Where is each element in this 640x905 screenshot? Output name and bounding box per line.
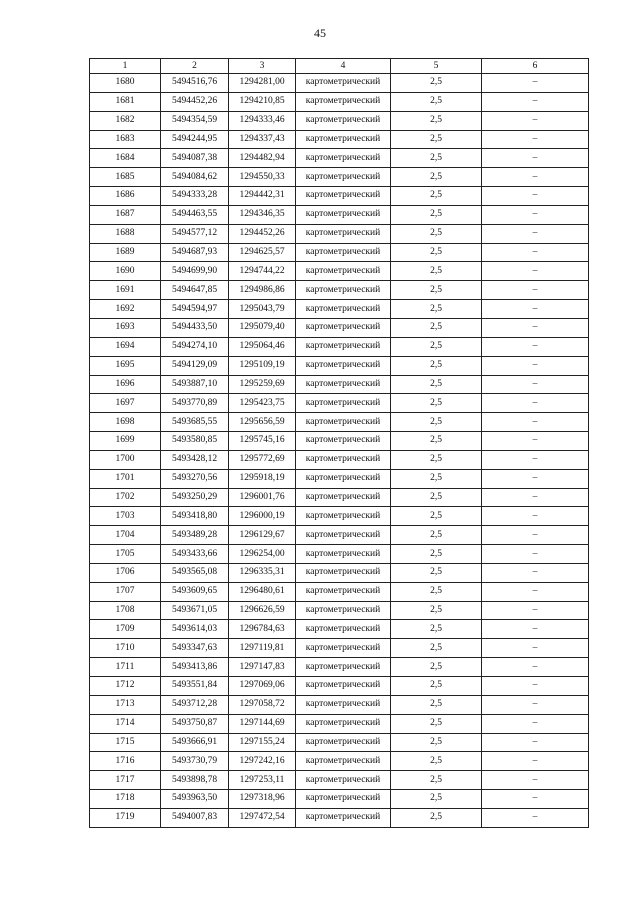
note-cell: – xyxy=(482,74,589,93)
accuracy-cell: 2,5 xyxy=(391,92,482,111)
accuracy-cell: 2,5 xyxy=(391,790,482,809)
x-coordinate-cell: 5494687,93 xyxy=(161,243,229,262)
point-number-cell: 1713 xyxy=(90,695,161,714)
method-cell: картометрический xyxy=(296,413,391,432)
accuracy-cell: 2,5 xyxy=(391,375,482,394)
y-coordinate-cell: 1294452,26 xyxy=(229,224,296,243)
column-header: 5 xyxy=(391,59,482,74)
table-row xyxy=(90,168,589,187)
note-cell: – xyxy=(482,790,589,809)
note-cell: – xyxy=(482,356,589,375)
x-coordinate-cell: 5493887,10 xyxy=(161,375,229,394)
x-coordinate-cell: 5493609,65 xyxy=(161,582,229,601)
y-coordinate-cell: 1295423,75 xyxy=(229,394,296,413)
point-number-cell: 1717 xyxy=(90,771,161,790)
y-coordinate-cell: 1294482,94 xyxy=(229,149,296,168)
point-number-cell: 1715 xyxy=(90,733,161,752)
accuracy-cell: 2,5 xyxy=(391,620,482,639)
point-number-cell: 1714 xyxy=(90,714,161,733)
note-cell: – xyxy=(482,111,589,130)
table-row xyxy=(90,92,589,111)
note-cell: – xyxy=(482,375,589,394)
accuracy-cell: 2,5 xyxy=(391,74,482,93)
table-row xyxy=(90,771,589,790)
x-coordinate-cell: 5493413,86 xyxy=(161,658,229,677)
method-cell: картометрический xyxy=(296,469,391,488)
table-row xyxy=(90,620,589,639)
y-coordinate-cell: 1295079,40 xyxy=(229,318,296,337)
y-coordinate-cell: 1295043,79 xyxy=(229,300,296,319)
method-cell: картометрический xyxy=(296,601,391,620)
accuracy-cell: 2,5 xyxy=(391,601,482,620)
accuracy-cell: 2,5 xyxy=(391,563,482,582)
accuracy-cell: 2,5 xyxy=(391,224,482,243)
table-row xyxy=(90,337,589,356)
accuracy-cell: 2,5 xyxy=(391,526,482,545)
note-cell: – xyxy=(482,771,589,790)
x-coordinate-cell: 5493489,28 xyxy=(161,526,229,545)
y-coordinate-cell: 1296784,63 xyxy=(229,620,296,639)
point-number-cell: 1708 xyxy=(90,601,161,620)
y-coordinate-cell: 1297147,83 xyxy=(229,658,296,677)
method-cell: картометрический xyxy=(296,563,391,582)
table-row xyxy=(90,74,589,93)
y-coordinate-cell: 1296254,00 xyxy=(229,545,296,564)
y-coordinate-cell: 1297472,54 xyxy=(229,808,296,827)
point-number-cell: 1680 xyxy=(90,74,161,93)
point-number-cell: 1692 xyxy=(90,300,161,319)
note-cell: – xyxy=(482,677,589,696)
y-coordinate-cell: 1294281,00 xyxy=(229,74,296,93)
point-number-cell: 1705 xyxy=(90,545,161,564)
accuracy-cell: 2,5 xyxy=(391,243,482,262)
x-coordinate-cell: 5493666,91 xyxy=(161,733,229,752)
x-coordinate-cell: 5493963,50 xyxy=(161,790,229,809)
x-coordinate-cell: 5494087,38 xyxy=(161,149,229,168)
method-cell: картометрический xyxy=(296,677,391,696)
method-cell: картометрический xyxy=(296,130,391,149)
y-coordinate-cell: 1294744,22 xyxy=(229,262,296,281)
column-header: 2 xyxy=(161,59,229,74)
point-number-cell: 1696 xyxy=(90,375,161,394)
x-coordinate-cell: 5493347,63 xyxy=(161,639,229,658)
y-coordinate-cell: 1296129,67 xyxy=(229,526,296,545)
table-row xyxy=(90,545,589,564)
accuracy-cell: 2,5 xyxy=(391,300,482,319)
y-coordinate-cell: 1295064,46 xyxy=(229,337,296,356)
accuracy-cell: 2,5 xyxy=(391,262,482,281)
x-coordinate-cell: 5494647,85 xyxy=(161,281,229,300)
accuracy-cell: 2,5 xyxy=(391,318,482,337)
table-row xyxy=(90,281,589,300)
point-number-cell: 1693 xyxy=(90,318,161,337)
y-coordinate-cell: 1296001,76 xyxy=(229,488,296,507)
table-row xyxy=(90,526,589,545)
note-cell: – xyxy=(482,394,589,413)
table-row xyxy=(90,149,589,168)
note-cell: – xyxy=(482,545,589,564)
x-coordinate-cell: 5493580,85 xyxy=(161,432,229,451)
note-cell: – xyxy=(482,300,589,319)
column-header: 3 xyxy=(229,59,296,74)
y-coordinate-cell: 1297155,24 xyxy=(229,733,296,752)
method-cell: картометрический xyxy=(296,714,391,733)
method-cell: картометрический xyxy=(296,394,391,413)
x-coordinate-cell: 5494084,62 xyxy=(161,168,229,187)
note-cell: – xyxy=(482,507,589,526)
table-header-row xyxy=(90,59,589,74)
method-cell: картометрический xyxy=(296,375,391,394)
table-row xyxy=(90,714,589,733)
method-cell: картометрический xyxy=(296,582,391,601)
y-coordinate-cell: 1297253,11 xyxy=(229,771,296,790)
note-cell: – xyxy=(482,639,589,658)
table-row xyxy=(90,318,589,337)
x-coordinate-cell: 5494699,90 xyxy=(161,262,229,281)
x-coordinate-cell: 5494244,95 xyxy=(161,130,229,149)
y-coordinate-cell: 1297144,69 xyxy=(229,714,296,733)
point-number-cell: 1700 xyxy=(90,450,161,469)
table-row xyxy=(90,187,589,206)
x-coordinate-cell: 5493898,78 xyxy=(161,771,229,790)
x-coordinate-cell: 5494354,59 xyxy=(161,111,229,130)
coordinates-table xyxy=(89,58,589,828)
point-number-cell: 1709 xyxy=(90,620,161,639)
note-cell: – xyxy=(482,714,589,733)
method-cell: картометрический xyxy=(296,752,391,771)
y-coordinate-cell: 1294333,46 xyxy=(229,111,296,130)
note-cell: – xyxy=(482,243,589,262)
page-number: 45 xyxy=(314,26,326,40)
y-coordinate-cell: 1296335,31 xyxy=(229,563,296,582)
x-coordinate-cell: 5494333,28 xyxy=(161,187,229,206)
point-number-cell: 1688 xyxy=(90,224,161,243)
x-coordinate-cell: 5493614,03 xyxy=(161,620,229,639)
note-cell: – xyxy=(482,318,589,337)
table-row xyxy=(90,582,589,601)
accuracy-cell: 2,5 xyxy=(391,733,482,752)
note-cell: – xyxy=(482,808,589,827)
note-cell: – xyxy=(482,92,589,111)
point-number-cell: 1683 xyxy=(90,130,161,149)
method-cell: картометрический xyxy=(296,224,391,243)
note-cell: – xyxy=(482,450,589,469)
point-number-cell: 1712 xyxy=(90,677,161,696)
point-number-cell: 1684 xyxy=(90,149,161,168)
note-cell: – xyxy=(482,733,589,752)
note-cell: – xyxy=(482,281,589,300)
point-number-cell: 1681 xyxy=(90,92,161,111)
note-cell: – xyxy=(482,205,589,224)
accuracy-cell: 2,5 xyxy=(391,432,482,451)
method-cell: картометрический xyxy=(296,356,391,375)
note-cell: – xyxy=(482,413,589,432)
method-cell: картометрический xyxy=(296,318,391,337)
table-row xyxy=(90,601,589,620)
accuracy-cell: 2,5 xyxy=(391,394,482,413)
y-coordinate-cell: 1295656,59 xyxy=(229,413,296,432)
point-number-cell: 1691 xyxy=(90,281,161,300)
point-number-cell: 1697 xyxy=(90,394,161,413)
table-row xyxy=(90,111,589,130)
y-coordinate-cell: 1294337,43 xyxy=(229,130,296,149)
note-cell: – xyxy=(482,601,589,620)
accuracy-cell: 2,5 xyxy=(391,281,482,300)
note-cell: – xyxy=(482,262,589,281)
method-cell: картометрический xyxy=(296,337,391,356)
table-row xyxy=(90,432,589,451)
note-cell: – xyxy=(482,563,589,582)
method-cell: картометрический xyxy=(296,639,391,658)
table-row xyxy=(90,639,589,658)
y-coordinate-cell: 1295745,16 xyxy=(229,432,296,451)
method-cell: картометрический xyxy=(296,262,391,281)
accuracy-cell: 2,5 xyxy=(391,413,482,432)
y-coordinate-cell: 1294442,31 xyxy=(229,187,296,206)
x-coordinate-cell: 5494433,50 xyxy=(161,318,229,337)
point-number-cell: 1685 xyxy=(90,168,161,187)
y-coordinate-cell: 1294625,57 xyxy=(229,243,296,262)
note-cell: – xyxy=(482,582,589,601)
point-number-cell: 1707 xyxy=(90,582,161,601)
y-coordinate-cell: 1297119,81 xyxy=(229,639,296,658)
method-cell: картометрический xyxy=(296,695,391,714)
accuracy-cell: 2,5 xyxy=(391,714,482,733)
point-number-cell: 1703 xyxy=(90,507,161,526)
point-number-cell: 1704 xyxy=(90,526,161,545)
accuracy-cell: 2,5 xyxy=(391,130,482,149)
table-body xyxy=(90,59,589,828)
point-number-cell: 1701 xyxy=(90,469,161,488)
method-cell: картометрический xyxy=(296,74,391,93)
table-row xyxy=(90,450,589,469)
point-number-cell: 1686 xyxy=(90,187,161,206)
y-coordinate-cell: 1294210,85 xyxy=(229,92,296,111)
method-cell: картометрический xyxy=(296,771,391,790)
table-row xyxy=(90,394,589,413)
table-row xyxy=(90,658,589,677)
method-cell: картометрический xyxy=(296,507,391,526)
y-coordinate-cell: 1294346,35 xyxy=(229,205,296,224)
point-number-cell: 1719 xyxy=(90,808,161,827)
accuracy-cell: 2,5 xyxy=(391,187,482,206)
note-cell: – xyxy=(482,224,589,243)
point-number-cell: 1710 xyxy=(90,639,161,658)
x-coordinate-cell: 5493551,84 xyxy=(161,677,229,696)
y-coordinate-cell: 1295772,69 xyxy=(229,450,296,469)
y-coordinate-cell: 1296480,61 xyxy=(229,582,296,601)
accuracy-cell: 2,5 xyxy=(391,582,482,601)
y-coordinate-cell: 1295109,19 xyxy=(229,356,296,375)
x-coordinate-cell: 5493250,29 xyxy=(161,488,229,507)
table-row xyxy=(90,469,589,488)
accuracy-cell: 2,5 xyxy=(391,545,482,564)
note-cell: – xyxy=(482,469,589,488)
y-coordinate-cell: 1297242,16 xyxy=(229,752,296,771)
x-coordinate-cell: 5493712,28 xyxy=(161,695,229,714)
table-row xyxy=(90,790,589,809)
accuracy-cell: 2,5 xyxy=(391,111,482,130)
x-coordinate-cell: 5494007,83 xyxy=(161,808,229,827)
column-header: 4 xyxy=(296,59,391,74)
y-coordinate-cell: 1297069,06 xyxy=(229,677,296,696)
accuracy-cell: 2,5 xyxy=(391,149,482,168)
x-coordinate-cell: 5493270,56 xyxy=(161,469,229,488)
note-cell: – xyxy=(482,488,589,507)
note-cell: – xyxy=(482,658,589,677)
x-coordinate-cell: 5493685,55 xyxy=(161,413,229,432)
x-coordinate-cell: 5493750,87 xyxy=(161,714,229,733)
point-number-cell: 1687 xyxy=(90,205,161,224)
method-cell: картометрический xyxy=(296,450,391,469)
accuracy-cell: 2,5 xyxy=(391,677,482,696)
method-cell: картометрический xyxy=(296,205,391,224)
accuracy-cell: 2,5 xyxy=(391,450,482,469)
accuracy-cell: 2,5 xyxy=(391,771,482,790)
y-coordinate-cell: 1297058,72 xyxy=(229,695,296,714)
table-row xyxy=(90,262,589,281)
x-coordinate-cell: 5494516,76 xyxy=(161,74,229,93)
method-cell: картометрический xyxy=(296,620,391,639)
x-coordinate-cell: 5494274,10 xyxy=(161,337,229,356)
accuracy-cell: 2,5 xyxy=(391,469,482,488)
table-row xyxy=(90,130,589,149)
method-cell: картометрический xyxy=(296,149,391,168)
method-cell: картометрический xyxy=(296,111,391,130)
method-cell: картометрический xyxy=(296,187,391,206)
method-cell: картометрический xyxy=(296,92,391,111)
x-coordinate-cell: 5494463,55 xyxy=(161,205,229,224)
method-cell: картометрический xyxy=(296,790,391,809)
note-cell: – xyxy=(482,432,589,451)
table-row xyxy=(90,243,589,262)
point-number-cell: 1699 xyxy=(90,432,161,451)
table-row xyxy=(90,413,589,432)
accuracy-cell: 2,5 xyxy=(391,337,482,356)
accuracy-cell: 2,5 xyxy=(391,695,482,714)
column-header: 1 xyxy=(90,59,161,74)
table-row xyxy=(90,300,589,319)
accuracy-cell: 2,5 xyxy=(391,356,482,375)
table-row xyxy=(90,808,589,827)
table-row xyxy=(90,677,589,696)
point-number-cell: 1718 xyxy=(90,790,161,809)
table-row xyxy=(90,752,589,771)
x-coordinate-cell: 5493418,80 xyxy=(161,507,229,526)
point-number-cell: 1706 xyxy=(90,563,161,582)
point-number-cell: 1716 xyxy=(90,752,161,771)
accuracy-cell: 2,5 xyxy=(391,488,482,507)
note-cell: – xyxy=(482,187,589,206)
point-number-cell: 1702 xyxy=(90,488,161,507)
point-number-cell: 1694 xyxy=(90,337,161,356)
y-coordinate-cell: 1295918,19 xyxy=(229,469,296,488)
table-row xyxy=(90,695,589,714)
accuracy-cell: 2,5 xyxy=(391,168,482,187)
x-coordinate-cell: 5493565,08 xyxy=(161,563,229,582)
table-row xyxy=(90,563,589,582)
point-number-cell: 1689 xyxy=(90,243,161,262)
y-coordinate-cell: 1297318,96 xyxy=(229,790,296,809)
y-coordinate-cell: 1296000,19 xyxy=(229,507,296,526)
y-coordinate-cell: 1294986,86 xyxy=(229,281,296,300)
note-cell: – xyxy=(482,526,589,545)
note-cell: – xyxy=(482,337,589,356)
method-cell: картометрический xyxy=(296,658,391,677)
y-coordinate-cell: 1294550,33 xyxy=(229,168,296,187)
table-row xyxy=(90,205,589,224)
method-cell: картометрический xyxy=(296,733,391,752)
x-coordinate-cell: 5493671,05 xyxy=(161,601,229,620)
method-cell: картометрический xyxy=(296,243,391,262)
note-cell: – xyxy=(482,695,589,714)
point-number-cell: 1711 xyxy=(90,658,161,677)
method-cell: картометрический xyxy=(296,281,391,300)
method-cell: картометрический xyxy=(296,545,391,564)
accuracy-cell: 2,5 xyxy=(391,752,482,771)
point-number-cell: 1695 xyxy=(90,356,161,375)
note-cell: – xyxy=(482,149,589,168)
table-row xyxy=(90,224,589,243)
accuracy-cell: 2,5 xyxy=(391,658,482,677)
y-coordinate-cell: 1296626,59 xyxy=(229,601,296,620)
column-header: 6 xyxy=(482,59,589,74)
x-coordinate-cell: 5493433,66 xyxy=(161,545,229,564)
note-cell: – xyxy=(482,620,589,639)
table-row xyxy=(90,375,589,394)
note-cell: – xyxy=(482,168,589,187)
method-cell: картометрический xyxy=(296,808,391,827)
x-coordinate-cell: 5493730,79 xyxy=(161,752,229,771)
method-cell: картометрический xyxy=(296,300,391,319)
note-cell: – xyxy=(482,130,589,149)
x-coordinate-cell: 5493770,89 xyxy=(161,394,229,413)
table-row xyxy=(90,507,589,526)
x-coordinate-cell: 5494452,26 xyxy=(161,92,229,111)
accuracy-cell: 2,5 xyxy=(391,205,482,224)
accuracy-cell: 2,5 xyxy=(391,507,482,526)
x-coordinate-cell: 5494129,09 xyxy=(161,356,229,375)
method-cell: картометрический xyxy=(296,488,391,507)
method-cell: картометрический xyxy=(296,526,391,545)
method-cell: картометрический xyxy=(296,168,391,187)
point-number-cell: 1698 xyxy=(90,413,161,432)
method-cell: картометрический xyxy=(296,432,391,451)
accuracy-cell: 2,5 xyxy=(391,808,482,827)
point-number-cell: 1682 xyxy=(90,111,161,130)
note-cell: – xyxy=(482,752,589,771)
table-row xyxy=(90,733,589,752)
x-coordinate-cell: 5494577,12 xyxy=(161,224,229,243)
table-row xyxy=(90,356,589,375)
table-row xyxy=(90,488,589,507)
x-coordinate-cell: 5493428,12 xyxy=(161,450,229,469)
x-coordinate-cell: 5494594,97 xyxy=(161,300,229,319)
y-coordinate-cell: 1295259,69 xyxy=(229,375,296,394)
point-number-cell: 1690 xyxy=(90,262,161,281)
accuracy-cell: 2,5 xyxy=(391,639,482,658)
